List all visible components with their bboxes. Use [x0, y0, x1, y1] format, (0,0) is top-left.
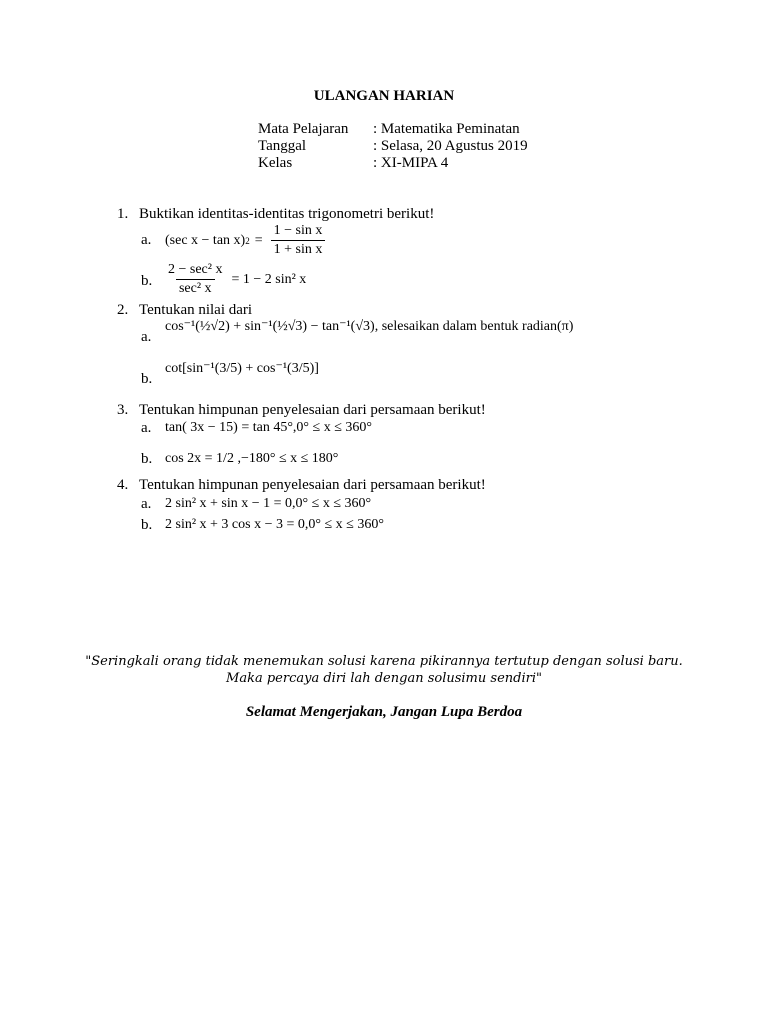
equation-3a	[165, 420, 372, 436]
item-label: a.	[141, 329, 152, 345]
item-label: b.	[141, 451, 153, 467]
equals-sign: =	[254, 232, 263, 248]
motivational-quote-line: "Seringkali orang tidak menemukan solusi karena pikirannya tertutup dengan solusi baru.	[85, 654, 683, 669]
info-value: : Selasa, 20 Agustus 2019	[373, 138, 528, 154]
info-label: Kelas	[258, 155, 293, 171]
math-expression: 2 sin² x + sin x − 1 = 0,0° ≤ x ≤ 360°	[165, 496, 372, 511]
question-text: Tentukan nilai dari	[139, 302, 253, 318]
expression-2a	[165, 318, 573, 335]
question-text: Tentukan himpunan penyelesaian dari persamaan berikut!	[139, 477, 486, 493]
fraction	[271, 223, 326, 258]
item-label: a.	[141, 232, 152, 248]
math-expression: cos 2x = 1/2 ,−180° ≤ x ≤ 180°	[165, 451, 339, 466]
numerator: 2 − sec² x	[168, 262, 223, 277]
math-expression: cos⁻¹(½√2) + sin⁻¹(½√3) − tan⁻¹(√3)	[165, 319, 375, 334]
math-expression: 2 sin² x + 3 cos x − 3 = 0,0° ≤ x ≤ 360°	[165, 517, 384, 532]
question-number: 1.	[117, 206, 129, 222]
item-label: a.	[141, 420, 152, 436]
fraction	[165, 262, 225, 297]
equation-3b	[165, 451, 338, 467]
expr-lhs: (sec x − tan x)	[165, 232, 246, 248]
denominator: sec² x	[176, 279, 215, 297]
item-label: a.	[141, 496, 152, 512]
info-label: Mata Pelajaran	[258, 121, 349, 137]
math-expression: cot[sin⁻¹(3/5) + cos⁻¹(3/5)]	[165, 361, 319, 376]
info-value: : Matematika Peminatan	[373, 121, 520, 137]
identity-1a	[165, 223, 328, 258]
equation-4b	[165, 517, 384, 533]
motivational-quote-line: Maka percaya diri lah dengan solusimu sendiri"	[226, 671, 542, 686]
math-expression: tan( 3x − 15) = tan 45°,0° ≤ x ≤ 360°	[165, 420, 372, 435]
equation-4a	[165, 496, 371, 512]
question-number: 2.	[117, 302, 129, 318]
page-title: ULANGAN HARIAN	[313, 88, 455, 104]
question-text: Buktikan identitas-identitas trigonometri berikut!	[139, 206, 435, 222]
expr-rhs: = 1 − 2 sin² x	[231, 271, 307, 287]
expression-note: , selesaikan dalam bentuk radian(π)	[374, 318, 574, 334]
info-value: : XI-MIPA 4	[373, 155, 449, 171]
item-label: b.	[141, 371, 153, 387]
question-number: 3.	[117, 402, 129, 418]
question-text: Tentukan himpunan penyelesaian dari persamaan berikut!	[139, 402, 486, 418]
item-label: b.	[141, 273, 153, 289]
exponent: 2	[245, 235, 250, 246]
identity-1b	[162, 262, 306, 297]
question-number: 4.	[117, 477, 129, 493]
numerator: 1 − sin x	[273, 223, 323, 238]
expression-2b	[165, 360, 319, 377]
denominator: 1 + sin x	[271, 240, 326, 258]
closing-message: Selamat Mengerjakan, Jangan Lupa Berdoa	[245, 704, 523, 720]
info-label: Tanggal	[258, 138, 307, 154]
item-label: b.	[141, 517, 153, 533]
